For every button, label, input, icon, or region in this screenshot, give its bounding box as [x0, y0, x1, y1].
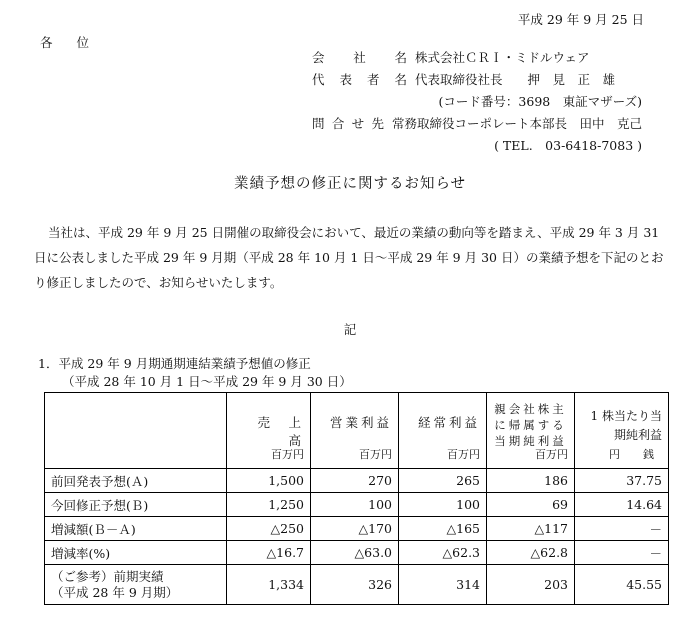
row-label: 今回修正予想(Ｂ)	[45, 493, 227, 517]
table-row	[45, 493, 669, 517]
forecast-table	[44, 392, 669, 605]
table-row	[45, 541, 669, 565]
cell-operating-income: △170	[311, 517, 399, 541]
body-paragraph: 当社は、平成 29 年 9 月 25 日開催の取締役会において、最近の業績の動向等を踏まえ、平成 29 年 3 月 31 日に公表しました平成 29 年 9 月期（平成 28 年 10 月 1 日～平成 29 年 9 月 30 日）の業績予想を下記のとおり修正しましたので、お知らせいたします。	[34, 225, 664, 290]
row-label-line1: （ご参考）前期実績	[51, 568, 164, 584]
cell-eps: －	[575, 541, 669, 565]
stock-code-value: (コード番号：3698 東証マザーズ)	[438, 94, 642, 109]
cell-operating-income: △63.0	[311, 541, 399, 565]
cell-eps: －	[575, 517, 669, 541]
section-heading: 1．平成 29 年 9 月期通期連結業績予想値の修正	[38, 356, 311, 371]
document-title: 業績予想の修正に関するお知らせ	[233, 176, 467, 192]
cell-net-sales: △250	[227, 517, 311, 541]
phone-row	[312, 134, 642, 156]
contact-row	[312, 112, 642, 134]
table-row	[45, 565, 669, 605]
header-operating-income: 営業利益 百万円	[311, 393, 399, 469]
cell-ordinary-income: 100	[399, 493, 487, 517]
company-name-key: 会 社 名	[312, 50, 407, 65]
header-eps: 1 株当たり当期純利益 円 銭	[575, 393, 669, 469]
cell-eps: 14.64	[575, 493, 669, 517]
cell-operating-income: 270	[311, 469, 399, 493]
company-info	[312, 46, 642, 156]
ki-heading: 記	[343, 322, 357, 337]
cell-net-income: △62.8	[487, 541, 575, 565]
company-name-row	[312, 46, 642, 68]
cell-ordinary-income: 265	[399, 469, 487, 493]
company-name-value: 株式会社ＣＲＩ・ミドルウェア	[415, 50, 590, 65]
cell-eps: 37.75	[575, 469, 669, 493]
row-label: 増減率(%)	[45, 541, 227, 565]
section-period: （平成 28 年 10 月 1 日～平成 29 年 9 月 30 日）	[62, 374, 352, 389]
cell-ordinary-income: 314	[399, 565, 487, 605]
cell-eps: 45.55	[575, 565, 669, 605]
table-row	[45, 469, 669, 493]
contact-value: 常務取締役コーポレート本部長 田中 克己	[391, 116, 642, 131]
cell-net-sales: △16.7	[227, 541, 311, 565]
representative-key: 代 表 者 名	[312, 72, 407, 87]
cell-ordinary-income: △62.3	[399, 541, 487, 565]
addressee: 各 位	[40, 35, 99, 50]
cell-net-income: 69	[487, 493, 575, 517]
header-net-income: 親会社株主に帰属する当期純利益 百万円	[487, 393, 575, 469]
cell-net-sales: 1,334	[227, 565, 311, 605]
table-row	[45, 517, 669, 541]
cell-net-income: 186	[487, 469, 575, 493]
cell-net-income: △117	[487, 517, 575, 541]
stock-code-row	[312, 90, 642, 112]
cell-net-income: 203	[487, 565, 575, 605]
document-date: 平成 29 年 9 月 25 日	[517, 12, 644, 27]
phone-value: ( TEL. 03-6418-7083 )	[494, 138, 642, 153]
row-label: 増減額(Ｂ－Ａ)	[45, 517, 227, 541]
row-label: 前回発表予想(Ａ)	[45, 469, 227, 493]
cell-operating-income: 326	[311, 565, 399, 605]
header-net-sales: 売 上 高 百万円	[227, 393, 311, 469]
cell-net-sales: 1,250	[227, 493, 311, 517]
contact-key: 問 合 せ 先	[312, 116, 384, 131]
header-ordinary-income: 経常利益 百万円	[399, 393, 487, 469]
representative-value: 代表取締役社長 押 見 正 雄	[415, 72, 616, 87]
table-header-blank	[45, 393, 227, 469]
cell-net-sales: 1,500	[227, 469, 311, 493]
cell-ordinary-income: △165	[399, 517, 487, 541]
cell-operating-income: 100	[311, 493, 399, 517]
row-label-line2: （平成 28 年 9 月期）	[51, 584, 179, 600]
table-header-row	[45, 393, 669, 469]
row-label	[45, 565, 227, 605]
representative-row	[312, 68, 642, 90]
